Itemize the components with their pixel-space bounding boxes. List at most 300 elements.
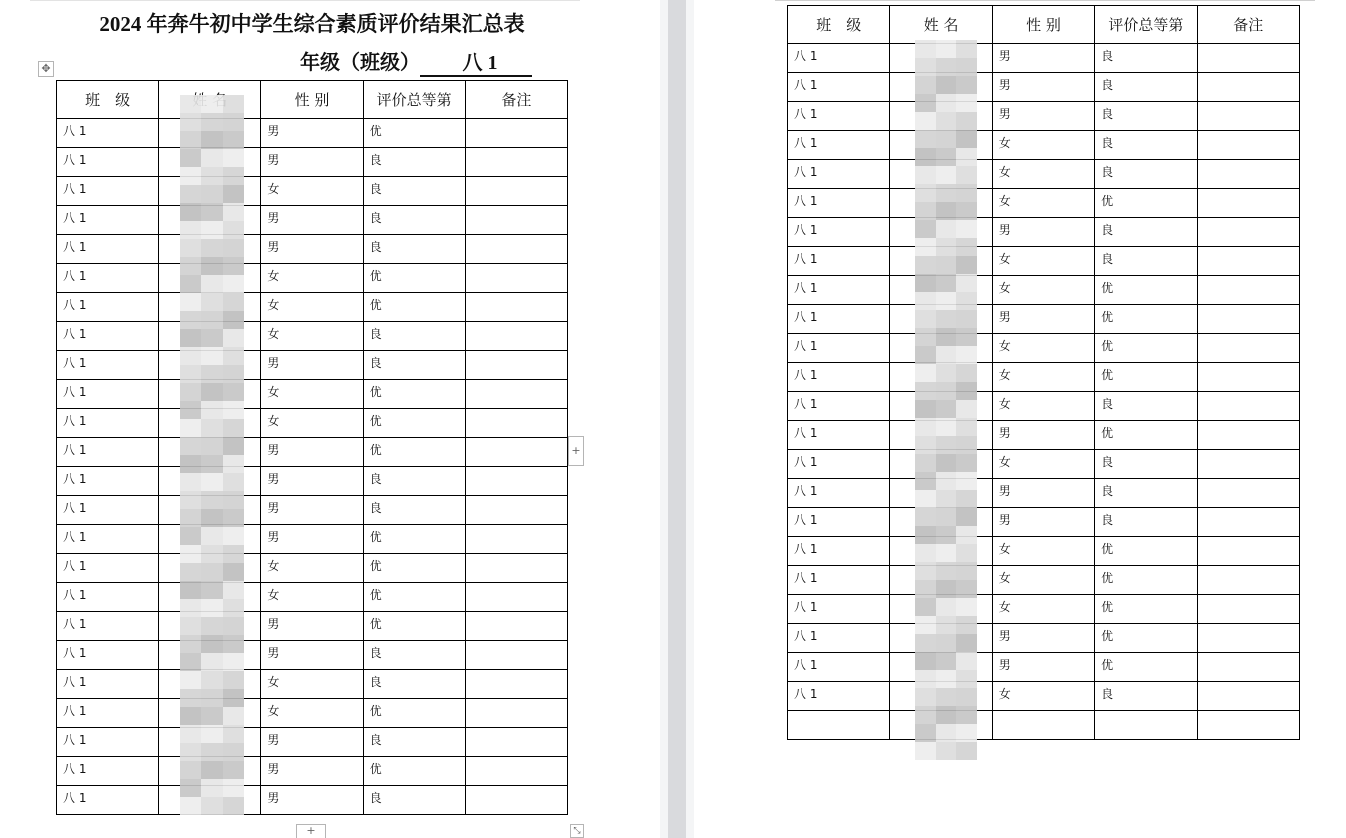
grade-cell[interactable]: 优	[1095, 421, 1197, 450]
note-cell[interactable]	[465, 148, 567, 177]
note-cell[interactable]	[1197, 334, 1299, 363]
mosaic-row	[915, 202, 977, 220]
mosaic-block	[180, 149, 201, 167]
mosaic-block	[223, 311, 244, 329]
note-cell[interactable]	[1197, 566, 1299, 595]
grade-cell[interactable]: 良	[1095, 392, 1197, 421]
mosaic-block	[956, 148, 977, 166]
note-cell[interactable]	[1197, 247, 1299, 276]
mosaic-row	[180, 149, 244, 167]
grade-cell[interactable]: 优	[363, 119, 465, 148]
class-cell[interactable]: 八 1	[788, 247, 890, 276]
gender-cell[interactable]: 男	[261, 148, 363, 177]
mosaic-row	[180, 779, 244, 797]
table-header-row	[57, 81, 568, 119]
gender-cell[interactable]: 女	[992, 566, 1094, 595]
note-cell[interactable]	[1197, 595, 1299, 624]
gender-cell[interactable]: 女	[992, 131, 1094, 160]
grade-cell[interactable]: 良	[1095, 131, 1197, 160]
mosaic-block	[936, 364, 957, 382]
grade-cell[interactable]: 良	[1095, 73, 1197, 102]
grade-cell[interactable]: 良	[1095, 479, 1197, 508]
class-cell[interactable]: 八 1	[788, 508, 890, 537]
mosaic-block	[180, 797, 201, 815]
grade-cell[interactable]: 良	[363, 670, 465, 699]
column-header[interactable]: 班 级	[57, 81, 159, 119]
class-cell[interactable]: 八 1	[788, 653, 890, 682]
grade-cell[interactable]: 良	[1095, 247, 1197, 276]
mosaic-block	[223, 527, 244, 545]
class-cell[interactable]: 八 1	[57, 525, 159, 554]
note-cell[interactable]	[1197, 421, 1299, 450]
grade-cell[interactable]: 良	[363, 496, 465, 525]
gender-cell[interactable]	[992, 711, 1094, 740]
grade-cell[interactable]: 优	[1095, 595, 1197, 624]
note-cell[interactable]	[1197, 450, 1299, 479]
gender-cell[interactable]: 男	[261, 786, 363, 815]
note-cell[interactable]	[465, 409, 567, 438]
table-row	[57, 119, 568, 148]
gender-cell[interactable]: 男	[992, 624, 1094, 653]
class-cell[interactable]: 八 1	[788, 102, 890, 131]
gender-cell[interactable]: 男	[261, 235, 363, 264]
gender-cell[interactable]: 男	[992, 102, 1094, 131]
class-cell[interactable]: 八 1	[57, 467, 159, 496]
grade-cell[interactable]: 优	[363, 583, 465, 612]
mosaic-block	[201, 581, 222, 599]
grade-cell[interactable]: 良	[363, 322, 465, 351]
mosaic-block	[936, 454, 957, 472]
class-cell[interactable]: 八 1	[788, 276, 890, 305]
gender-cell[interactable]: 男	[261, 612, 363, 641]
mosaic-block	[956, 580, 977, 598]
note-cell[interactable]	[465, 177, 567, 206]
grade-cell[interactable]: 良	[363, 235, 465, 264]
gender-cell[interactable]: 男	[992, 653, 1094, 682]
class-cell[interactable]: 八 1	[57, 409, 159, 438]
add-row-button[interactable]: +	[296, 824, 326, 838]
mosaic-block	[936, 706, 957, 724]
mosaic-block	[180, 185, 201, 203]
class-cell[interactable]: 八 1	[788, 189, 890, 218]
mosaic-row	[915, 454, 977, 472]
mosaic-block	[956, 256, 977, 274]
note-cell[interactable]	[465, 496, 567, 525]
table-row	[788, 508, 1300, 537]
note-cell[interactable]	[465, 438, 567, 467]
note-cell[interactable]	[1197, 218, 1299, 247]
class-cell[interactable]: 八 1	[788, 537, 890, 566]
gender-cell[interactable]: 男	[992, 305, 1094, 334]
class-cell[interactable]: 八 1	[57, 670, 159, 699]
gender-cell[interactable]: 女	[261, 264, 363, 293]
gender-cell[interactable]: 女	[992, 392, 1094, 421]
grade-cell[interactable]: 优	[363, 438, 465, 467]
mosaic-block	[201, 149, 222, 167]
gender-cell[interactable]: 女	[992, 334, 1094, 363]
class-cell[interactable]: 八 1	[57, 119, 159, 148]
class-cell[interactable]: 八 1	[57, 554, 159, 583]
mosaic-block	[223, 293, 244, 311]
mosaic-block	[936, 544, 957, 562]
mosaic-block	[936, 418, 957, 436]
results-table-page-2[interactable]	[787, 5, 1300, 740]
note-cell[interactable]	[1197, 711, 1299, 740]
mosaic-row	[180, 725, 244, 743]
grade-cell[interactable]: 良	[363, 148, 465, 177]
grade-cell[interactable]: 良	[363, 351, 465, 380]
class-cell[interactable]: 八 1	[788, 160, 890, 189]
mosaic-block	[180, 419, 201, 437]
note-cell[interactable]	[465, 322, 567, 351]
grade-cell[interactable]: 优	[1095, 624, 1197, 653]
table-row	[788, 73, 1300, 102]
grade-cell[interactable]: 优	[1095, 189, 1197, 218]
note-cell[interactable]	[465, 554, 567, 583]
note-cell[interactable]	[465, 467, 567, 496]
mosaic-block	[936, 742, 957, 760]
gender-cell[interactable]: 男	[992, 508, 1094, 537]
grade-cell[interactable]: 优	[363, 409, 465, 438]
gender-cell[interactable]: 女	[992, 450, 1094, 479]
gender-cell[interactable]: 女	[992, 189, 1094, 218]
gender-cell[interactable]: 男	[992, 421, 1094, 450]
grade-cell[interactable]: 优	[1095, 537, 1197, 566]
mosaic-block	[915, 472, 936, 490]
mosaic-block	[956, 76, 977, 94]
grade-cell[interactable]: 优	[1095, 276, 1197, 305]
mosaic-block	[201, 185, 222, 203]
gender-cell[interactable]: 男	[261, 206, 363, 235]
gender-cell[interactable]: 女	[992, 247, 1094, 276]
class-cell[interactable]: 八 1	[57, 612, 159, 641]
grade-cell[interactable]: 优	[363, 612, 465, 641]
note-cell[interactable]	[465, 786, 567, 815]
note-cell[interactable]	[1197, 160, 1299, 189]
grade-cell[interactable]: 良	[363, 786, 465, 815]
mosaic-block	[180, 239, 201, 257]
class-cell[interactable]: 八 1	[788, 305, 890, 334]
grade-cell[interactable]: 良	[1095, 450, 1197, 479]
class-cell[interactable]: 八 1	[788, 421, 890, 450]
gender-cell[interactable]: 男	[261, 496, 363, 525]
class-cell[interactable]: 八 1	[57, 235, 159, 264]
mosaic-block	[915, 202, 936, 220]
column-header[interactable]: 性 别	[261, 81, 363, 119]
mosaic-block	[915, 580, 936, 598]
grade-cell[interactable]: 良	[1095, 508, 1197, 537]
note-cell[interactable]	[1197, 479, 1299, 508]
column-header[interactable]: 班 级	[788, 6, 890, 44]
note-cell[interactable]	[465, 757, 567, 786]
mosaic-row	[915, 688, 977, 706]
mosaic-block	[201, 725, 222, 743]
column-header[interactable]: 备注	[465, 81, 567, 119]
note-cell[interactable]	[1197, 537, 1299, 566]
grade-cell[interactable]: 良	[1095, 218, 1197, 247]
mosaic-block	[936, 562, 957, 580]
mosaic-block	[915, 166, 936, 184]
gender-cell[interactable]: 男	[261, 351, 363, 380]
mosaic-block	[201, 491, 222, 509]
column-header[interactable]: 评价总等第	[363, 81, 465, 119]
mosaic-block	[180, 653, 201, 671]
grade-line[interactable]	[300, 46, 532, 77]
class-cell[interactable]: 八 1	[788, 44, 890, 73]
mosaic-block	[915, 328, 936, 346]
gender-cell[interactable]: 女	[261, 583, 363, 612]
mosaic-block	[180, 689, 201, 707]
mosaic-block	[223, 329, 244, 347]
gender-cell[interactable]: 女	[261, 293, 363, 322]
class-cell[interactable]: 八 1	[788, 450, 890, 479]
mosaic-block	[956, 310, 977, 328]
grade-cell[interactable]: 优	[1095, 363, 1197, 392]
class-cell[interactable]: 八 1	[57, 351, 159, 380]
results-table-page-1[interactable]	[56, 80, 568, 815]
grade-cell[interactable]: 优	[363, 757, 465, 786]
grade-cell[interactable]: 优	[363, 699, 465, 728]
note-cell[interactable]	[1197, 102, 1299, 131]
gender-cell[interactable]: 男	[261, 728, 363, 757]
gender-cell[interactable]: 女	[261, 380, 363, 409]
column-header[interactable]: 备注	[1197, 6, 1299, 44]
mosaic-block	[223, 797, 244, 815]
note-cell[interactable]	[465, 670, 567, 699]
column-header[interactable]: 性 别	[992, 6, 1094, 44]
class-cell[interactable]: 八 1	[57, 293, 159, 322]
class-cell[interactable]: 八 1	[57, 786, 159, 815]
note-cell[interactable]	[465, 351, 567, 380]
grade-cell[interactable]: 良	[1095, 44, 1197, 73]
table-row	[57, 264, 568, 293]
grade-cell[interactable]: 优	[1095, 566, 1197, 595]
mosaic-block	[936, 490, 957, 508]
mosaic-block	[180, 725, 201, 743]
note-cell[interactable]	[1197, 305, 1299, 334]
mosaic-block	[223, 473, 244, 491]
mosaic-block	[956, 328, 977, 346]
grade-cell[interactable]: 优	[363, 264, 465, 293]
mosaic-row	[180, 239, 244, 257]
grade-cell[interactable]: 优	[1095, 653, 1197, 682]
table-row	[57, 699, 568, 728]
gender-cell[interactable]: 女	[992, 276, 1094, 305]
mosaic-row	[180, 671, 244, 689]
class-cell[interactable]: 八 1	[788, 392, 890, 421]
mosaic-row	[180, 617, 244, 635]
gender-cell[interactable]: 男	[261, 757, 363, 786]
gender-cell[interactable]: 男	[261, 641, 363, 670]
class-cell[interactable]: 八 1	[57, 757, 159, 786]
note-cell[interactable]	[1197, 624, 1299, 653]
mosaic-row	[180, 491, 244, 509]
add-column-button[interactable]: +	[568, 436, 584, 466]
note-cell[interactable]	[465, 264, 567, 293]
class-cell[interactable]: 八 1	[57, 148, 159, 177]
document-title[interactable]: 2024 年奔牛初中学生综合素质评价结果汇总表	[99, 12, 525, 36]
mosaic-block	[223, 203, 244, 221]
class-cell[interactable]	[788, 711, 890, 740]
grade-cell[interactable]: 良	[363, 641, 465, 670]
grade-cell[interactable]: 优	[1095, 305, 1197, 334]
note-cell[interactable]	[1197, 131, 1299, 160]
note-cell[interactable]	[1197, 363, 1299, 392]
mosaic-row	[180, 473, 244, 491]
mosaic-row	[180, 419, 244, 437]
mosaic-row	[180, 743, 244, 761]
table-row	[788, 247, 1300, 276]
class-cell[interactable]: 八 1	[788, 131, 890, 160]
grade-cell[interactable]: 良	[363, 177, 465, 206]
class-cell[interactable]: 八 1	[788, 218, 890, 247]
grade-cell[interactable]: 良	[1095, 160, 1197, 189]
note-cell[interactable]	[465, 380, 567, 409]
note-cell[interactable]	[1197, 189, 1299, 218]
mosaic-block	[915, 454, 936, 472]
mosaic-block	[201, 563, 222, 581]
gender-cell[interactable]: 女	[261, 322, 363, 351]
gender-cell[interactable]: 女	[992, 160, 1094, 189]
mosaic-block	[201, 473, 222, 491]
column-header[interactable]: 评价总等第	[1095, 6, 1197, 44]
mosaic-block	[201, 221, 222, 239]
class-cell[interactable]: 八 1	[57, 583, 159, 612]
gender-cell[interactable]: 女	[261, 554, 363, 583]
mosaic-row	[915, 742, 977, 760]
note-cell[interactable]	[1197, 73, 1299, 102]
mosaic-row	[915, 382, 977, 400]
mosaic-row	[180, 689, 244, 707]
note-cell[interactable]	[465, 699, 567, 728]
note-cell[interactable]	[465, 235, 567, 264]
mosaic-block	[936, 670, 957, 688]
grade-cell[interactable]: 优	[363, 293, 465, 322]
grade-cell[interactable]: 优	[363, 525, 465, 554]
gender-cell[interactable]: 男	[992, 73, 1094, 102]
mosaic-block	[180, 275, 201, 293]
class-cell[interactable]: 八 1	[788, 595, 890, 624]
grade-cell[interactable]: 良	[363, 728, 465, 757]
class-cell[interactable]: 八 1	[57, 641, 159, 670]
table-row	[57, 177, 568, 206]
class-cell[interactable]: 八 1	[788, 624, 890, 653]
mosaic-row	[180, 113, 244, 131]
mosaic-block	[201, 635, 222, 653]
note-cell[interactable]	[1197, 392, 1299, 421]
mosaic-block	[201, 131, 222, 149]
class-cell[interactable]: 八 1	[788, 363, 890, 392]
mosaic-block	[201, 401, 222, 419]
gender-cell[interactable]: 男	[992, 479, 1094, 508]
note-cell[interactable]	[465, 641, 567, 670]
gender-cell[interactable]: 女	[992, 595, 1094, 624]
gender-cell[interactable]: 女	[261, 699, 363, 728]
mosaic-block	[201, 617, 222, 635]
mosaic-block	[915, 184, 936, 202]
grade-cell[interactable]: 优	[363, 554, 465, 583]
mosaic-block	[223, 95, 244, 113]
note-cell[interactable]	[1197, 276, 1299, 305]
note-cell[interactable]	[465, 293, 567, 322]
class-cell[interactable]: 八 1	[788, 682, 890, 711]
class-cell[interactable]: 八 1	[788, 334, 890, 363]
mosaic-block	[201, 419, 222, 437]
class-cell[interactable]: 八 1	[788, 566, 890, 595]
grade-cell[interactable]: 优	[1095, 334, 1197, 363]
note-cell[interactable]	[1197, 653, 1299, 682]
table-move-icon[interactable]: ✥	[38, 61, 54, 77]
mosaic-row	[915, 40, 977, 58]
gender-cell[interactable]: 男	[261, 438, 363, 467]
mosaic-block	[180, 437, 201, 455]
class-cell[interactable]: 八 1	[57, 264, 159, 293]
gender-cell[interactable]: 女	[261, 670, 363, 699]
gender-cell[interactable]: 男	[261, 525, 363, 554]
table-row	[788, 653, 1300, 682]
note-cell[interactable]	[1197, 44, 1299, 73]
mosaic-block	[223, 257, 244, 275]
table-row	[57, 438, 568, 467]
mosaic-block	[201, 275, 222, 293]
grade-cell[interactable]	[1095, 711, 1197, 740]
note-cell[interactable]	[1197, 682, 1299, 711]
gender-cell[interactable]: 男	[992, 218, 1094, 247]
class-cell[interactable]: 八 1	[57, 699, 159, 728]
class-cell[interactable]: 八 1	[57, 380, 159, 409]
mosaic-block	[915, 112, 936, 130]
mosaic-row	[915, 418, 977, 436]
grade-cell[interactable]: 良	[1095, 102, 1197, 131]
class-cell[interactable]: 八 1	[57, 496, 159, 525]
note-cell[interactable]	[465, 612, 567, 641]
class-cell[interactable]: 八 1	[57, 728, 159, 757]
note-cell[interactable]	[465, 119, 567, 148]
mosaic-block	[936, 652, 957, 670]
gender-cell[interactable]: 男	[261, 467, 363, 496]
gender-cell[interactable]: 男	[992, 44, 1094, 73]
class-cell[interactable]: 八 1	[57, 177, 159, 206]
grade-cell[interactable]: 优	[363, 380, 465, 409]
table-resize-icon[interactable]: ⤡	[570, 824, 584, 838]
mosaic-block	[936, 112, 957, 130]
gender-cell[interactable]: 女	[261, 177, 363, 206]
note-cell[interactable]	[465, 583, 567, 612]
gender-cell[interactable]: 女	[992, 537, 1094, 566]
mosaic-block	[915, 94, 936, 112]
gender-cell[interactable]: 男	[261, 119, 363, 148]
note-cell[interactable]	[1197, 508, 1299, 537]
class-cell[interactable]: 八 1	[57, 322, 159, 351]
column-header[interactable]: 姓 名	[890, 6, 992, 44]
gender-cell[interactable]: 女	[992, 682, 1094, 711]
grade-cell[interactable]: 良	[363, 467, 465, 496]
grade-cell[interactable]: 良	[363, 206, 465, 235]
mosaic-block	[936, 274, 957, 292]
grade-cell[interactable]: 良	[1095, 682, 1197, 711]
class-cell[interactable]: 八 1	[57, 438, 159, 467]
note-cell[interactable]	[465, 728, 567, 757]
class-cell[interactable]: 八 1	[788, 73, 890, 102]
note-cell[interactable]	[465, 525, 567, 554]
mosaic-block	[915, 562, 936, 580]
class-cell[interactable]: 八 1	[788, 479, 890, 508]
mosaic-block	[180, 383, 201, 401]
class-cell[interactable]: 八 1	[57, 206, 159, 235]
note-cell[interactable]	[465, 206, 567, 235]
gender-cell[interactable]: 女	[261, 409, 363, 438]
gender-cell[interactable]: 女	[992, 363, 1094, 392]
